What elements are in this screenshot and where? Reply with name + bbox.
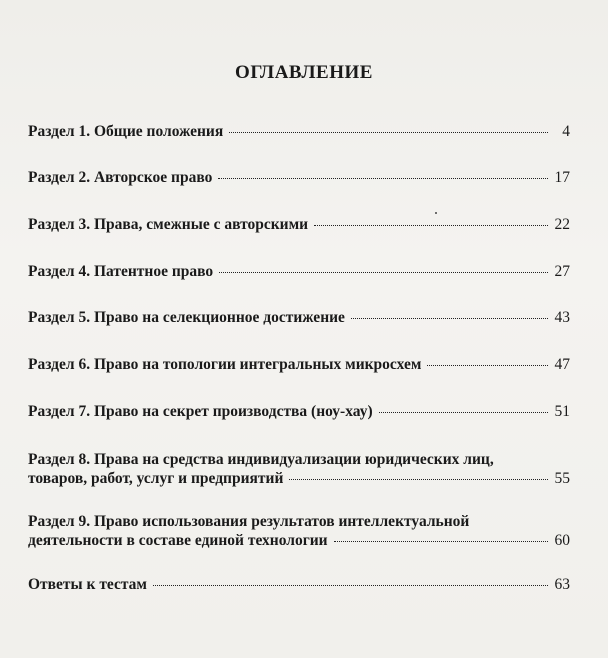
toc-entry-label: Раздел 1. Общие положения xyxy=(28,123,224,140)
toc-entry-label: Раздел 2. Авторское право xyxy=(28,169,213,186)
toc-entry-2[interactable] xyxy=(28,168,570,187)
toc-page-number: 47 xyxy=(554,356,570,373)
toc-page-number: 17 xyxy=(554,169,570,186)
dot-leader xyxy=(153,585,548,586)
toc-entry-label: товаров, работ, услуг и предприятий xyxy=(28,470,284,487)
toc-entry-3[interactable] xyxy=(28,215,570,234)
toc-entry-label-line1: Раздел 9. Право использования результатов интеллектуальной xyxy=(28,513,470,530)
dot-leader xyxy=(289,479,548,480)
toc-entry-label-line1: Раздел 8. Права на средства индивидуализации юридических лиц, xyxy=(28,451,494,468)
toc-entry-label: Раздел 7. Право на секрет производства (ноу-хау) xyxy=(28,403,373,420)
dot-leader xyxy=(351,318,548,319)
toc-entry-6[interactable] xyxy=(28,355,570,374)
dot-leader xyxy=(219,272,548,273)
toc-title: ОГЛАВЛЕНИЕ xyxy=(235,62,373,83)
dot-leader xyxy=(314,225,548,226)
toc-page-number: 4 xyxy=(562,123,570,140)
toc-page-number: 51 xyxy=(554,403,570,420)
toc-entry-4[interactable] xyxy=(28,262,570,281)
toc-entry-label: Раздел 4. Патентное право xyxy=(28,263,214,280)
toc-entry-5[interactable] xyxy=(28,308,570,327)
toc-entry-1[interactable] xyxy=(28,122,570,141)
toc-page-number: 55 xyxy=(554,470,570,487)
toc-entry-9[interactable] xyxy=(28,512,570,550)
stray-ink-dot xyxy=(435,212,437,214)
toc-entry-7[interactable] xyxy=(28,402,570,421)
toc-page-number: 22 xyxy=(554,216,570,233)
toc-entry-label: деятельности в составе единой технологии xyxy=(28,532,328,549)
toc-page-number: 60 xyxy=(554,532,570,549)
toc-entry-label: Раздел 5. Право на селекционное достижение xyxy=(28,309,345,326)
toc-page-number: 63 xyxy=(554,576,570,593)
toc-entry-label: Раздел 6. Право на топологии интегральных микросхем xyxy=(28,356,422,373)
toc-entry-label: Раздел 3. Права, смежные с авторскими xyxy=(28,216,309,233)
show-through-text xyxy=(30,6,590,22)
toc-page-number: 43 xyxy=(554,309,570,326)
dot-leader xyxy=(218,178,548,179)
dot-leader xyxy=(427,365,548,366)
toc-entry-10[interactable] xyxy=(28,575,570,594)
toc-entry-8[interactable] xyxy=(28,450,570,488)
dot-leader xyxy=(229,132,548,133)
toc-page-number: 27 xyxy=(554,263,570,280)
dot-leader xyxy=(379,412,548,413)
dot-leader xyxy=(334,541,548,542)
toc-entry-label: Ответы к тестам xyxy=(28,576,147,593)
